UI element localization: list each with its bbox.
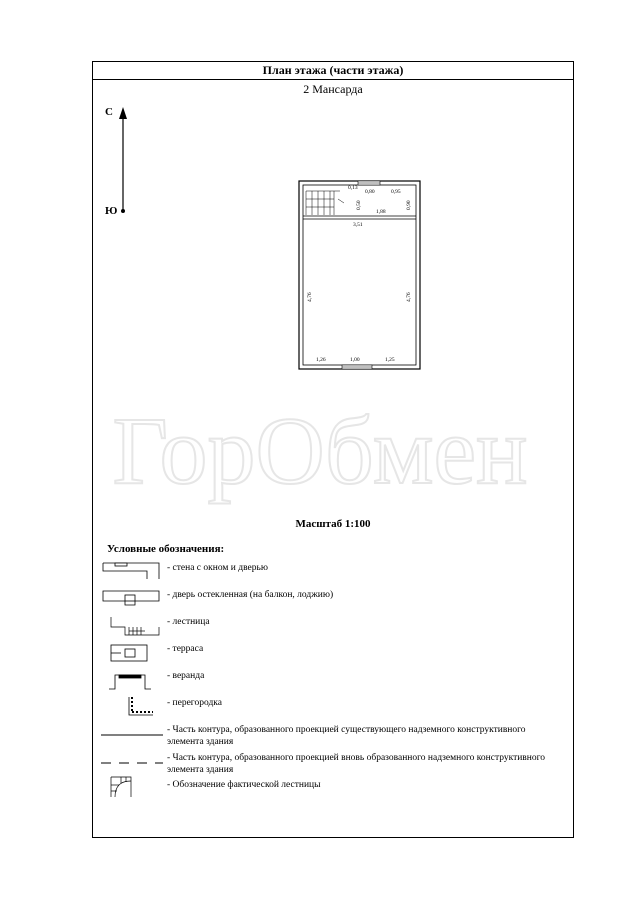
partition-icon — [129, 697, 153, 715]
dim-top-small: 0,13 — [348, 185, 358, 191]
dim-stair-w2: 0,95 — [391, 189, 401, 195]
page-title: План этажа (части этажа) — [93, 62, 573, 80]
dim-right-h: 0,90 — [406, 200, 412, 210]
staircase-icon — [111, 617, 159, 635]
compass-north-label: С — [105, 106, 113, 118]
legend-title: Условные обозначения: — [107, 543, 225, 555]
legend-item-actual-staircase: - Обозначение фактической лестницы — [167, 780, 321, 790]
terrace-icon — [111, 645, 147, 661]
watermark-text: ГорОбмен — [112, 397, 528, 504]
dim-bottom-mid: 1,00 — [350, 357, 360, 363]
dim-top-width: 3,51 — [353, 222, 363, 228]
floor-plan — [298, 180, 423, 372]
compass-south-label: Ю — [105, 205, 118, 217]
floor-subtitle: 2 Мансарда — [303, 82, 363, 96]
legend-item-staircase: - лестница — [167, 617, 210, 627]
legend-item-veranda: - веранда — [167, 671, 205, 681]
dim-bottom-right: 1,25 — [385, 357, 395, 363]
actual-staircase-icon — [111, 777, 131, 797]
dim-stair-h: 0,50 — [356, 200, 362, 210]
legend-item-terrace: - терраса — [167, 644, 204, 654]
legend-icons — [101, 559, 163, 799]
scale-label: Масштаб 1:100 — [295, 518, 371, 530]
dim-mid: 1,88 — [376, 209, 386, 215]
legend-item-glazed-door: - дверь остекленная (на балкон, лоджию) — [167, 590, 334, 600]
dim-bottom-left: 1,26 — [316, 357, 326, 363]
document-frame — [92, 61, 574, 838]
legend-item-wall: - стена с окном и дверью — [167, 563, 268, 573]
dim-right-height: 4,76 — [406, 292, 412, 302]
dim-stair-w1: 0,80 — [365, 189, 375, 195]
dim-left-height: 4,76 — [307, 292, 313, 302]
legend-item-new-contour: - Часть контура, образованного проекцией вновь образованного надземного конструктивного элемента здания — [167, 753, 546, 775]
veranda-icon — [109, 675, 151, 689]
glazed-door-icon — [103, 591, 159, 605]
legend-item-partition: - перегородка — [167, 698, 222, 708]
compass-arrow-icon — [115, 107, 131, 217]
legend-item-existing-contour: - Часть контура, образованного проекцией существующего надземного конструктивного элемента здания — [167, 725, 526, 747]
wall-with-window-and-door-icon — [103, 563, 159, 579]
